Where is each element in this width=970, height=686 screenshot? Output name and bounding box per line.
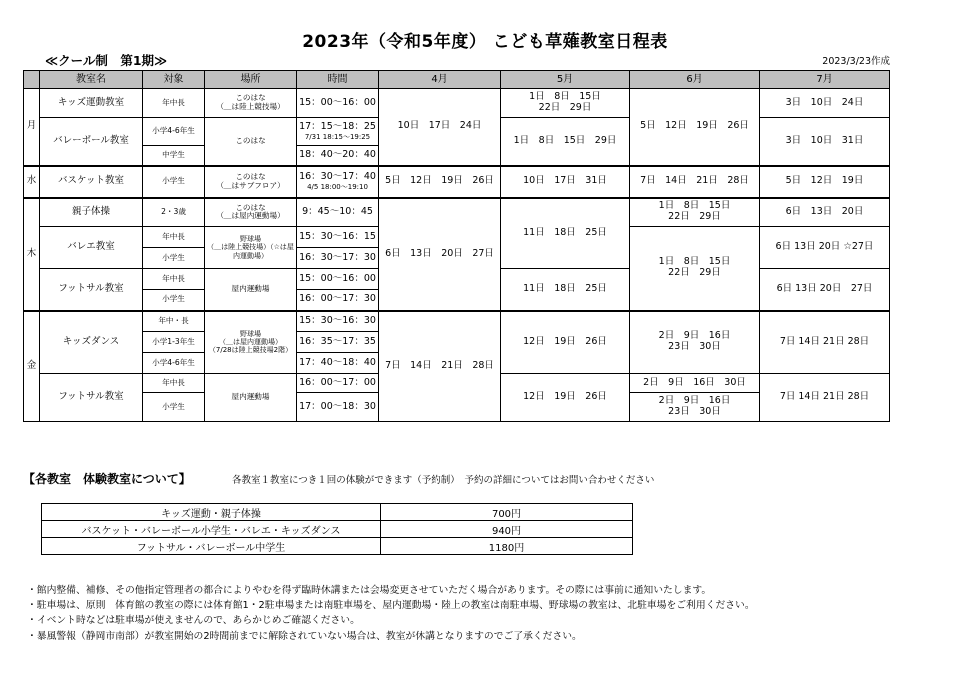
fee-label: フットサル・バレーボール中学生 (42, 538, 381, 555)
header-april: 4月 (379, 71, 501, 89)
class-time (297, 166, 379, 198)
june-dates: 2日 9日 16日 30日 (630, 374, 760, 393)
class-time: 9：45～10：45 (297, 198, 379, 227)
april-dates: 5日 12日 19日 26日 (379, 166, 501, 198)
fee-price: 700円 (381, 504, 633, 521)
note-item: ・イベント時などは駐車場が使えませんので、あらかじめご確認ください。 (27, 615, 360, 627)
class-target: 小学4-6年生 (143, 118, 205, 146)
fee-table (41, 503, 633, 555)
table-row (24, 198, 890, 227)
may-dates: 11日 18日 25日 (501, 198, 630, 269)
class-place: このはな （＿はサブフロア） (205, 166, 297, 198)
fee-label: バスケット・バレーボール小学生・バレエ・キッズダンス (42, 521, 381, 538)
note-item: ・暴風警報（静岡市南部）が教室開始の2時間前までに解除されていない場合は、教室が休講となりますのでご了承ください。 (27, 630, 582, 642)
fee-row (42, 521, 633, 538)
july-dates: 6日 13日 20日 (760, 198, 890, 227)
class-time: 16：35～17：35 (297, 332, 379, 353)
time-note: 4/5 18:00～19:10 (307, 182, 368, 191)
july-dates: 6日 13日 20日 27日 (760, 269, 890, 311)
header-row (24, 71, 890, 89)
class-name: キッズダンス (40, 311, 143, 374)
fee-price: 940円 (381, 521, 633, 538)
header-time: 時間 (297, 71, 379, 89)
june-dates: 7日 14日 21日 28日 (630, 166, 760, 198)
class-place: 野球場 （＿は屋内運動場） （7/28は陸上競技場2階） (205, 311, 297, 374)
class-time: 15：30～16：15 (297, 227, 379, 248)
class-time: 18：40～20：40 (297, 146, 379, 166)
class-time: 16：00～17：30 (297, 290, 379, 311)
class-place: 屋内運動場 (205, 374, 297, 422)
fee-row (42, 504, 633, 521)
day-monday: 月 (24, 89, 40, 166)
time-main: 16：30～17：40 (299, 171, 376, 183)
july-dates: 7日 14日 21日 28日 (760, 374, 890, 422)
june-dates: 1日 8日 15日 22日 29日 (630, 227, 760, 311)
class-target: 年中長 (143, 89, 205, 118)
class-place: 野球場 （＿は陸上競技場）（☆は屋内運動場） (205, 227, 297, 269)
june-dates: 2日 9日 16日 23日 30日 (630, 311, 760, 374)
header-day (24, 71, 40, 89)
class-target: 小学4-6年生 (143, 353, 205, 374)
day-friday: 金 (24, 311, 40, 422)
fee-row (42, 538, 633, 555)
class-time: 17：00～18：30 (297, 393, 379, 422)
class-name: 親子体操 (40, 198, 143, 227)
july-dates: 6日 13日 20日 ☆27日 (760, 227, 890, 269)
class-target: 小学1-3年生 (143, 332, 205, 353)
class-target: 小学生 (143, 393, 205, 422)
class-target: 年中長 (143, 269, 205, 290)
may-dates: 10日 17日 31日 (501, 166, 630, 198)
header-june: 6月 (630, 71, 760, 89)
july-dates: 7日 14日 21日 28日 (760, 311, 890, 374)
class-name: フットサル教室 (40, 269, 143, 311)
class-name: バレエ教室 (40, 227, 143, 269)
july-dates: 5日 12日 19日 (760, 166, 890, 198)
april-dates: 6日 13日 20日 27日 (379, 198, 501, 311)
class-target: 2・3歳 (143, 198, 205, 227)
may-dates: 1日 8日 15日 29日 (501, 118, 630, 166)
table-row (24, 89, 890, 118)
fee-price: 1180円 (381, 538, 633, 555)
header-july: 7月 (760, 71, 890, 89)
class-time: 15：00～16：00 (297, 269, 379, 290)
table-row (24, 166, 890, 198)
header-place: 場所 (205, 71, 297, 89)
day-wednesday: 水 (24, 166, 40, 198)
may-dates: 1日 8日 15日 22日 29日 (501, 89, 630, 118)
day-thursday: 木 (24, 198, 40, 311)
class-place: このはな (205, 118, 297, 166)
class-time: 15：30～16：30 (297, 311, 379, 332)
april-dates: 7日 14日 21日 28日 (379, 311, 501, 422)
class-name: キッズ運動教室 (40, 89, 143, 118)
note-item: ・駐車場は、原則 体育館の教室の際には体育館1・2駐車場または南駐車場を、屋内運動場・陸上の教室は南駐車場、野球場の教室は、北駐車場をご利用ください。 (27, 600, 755, 612)
trial-note: 各教室１教室につき１回の体験ができます（予約制） 予約の詳細についてはお問い合わせください (232, 475, 655, 486)
class-target: 年中・長 (143, 311, 205, 332)
class-name: フットサル教室 (40, 374, 143, 422)
notes-list (27, 583, 755, 644)
may-dates: 11日 18日 25日 (501, 269, 630, 311)
class-target: 中学生 (143, 146, 205, 166)
class-time: 15：00～16：00 (297, 89, 379, 118)
class-time: 17：40～18：40 (297, 353, 379, 374)
trial-heading: 【各教室 体験教室について】 (23, 472, 191, 486)
class-time: 16：30～17：30 (297, 248, 379, 269)
page-title: 2023年（令和5年度） こども草薙教室日程表 (302, 32, 668, 52)
may-dates: 12日 19日 26日 (501, 311, 630, 374)
header-name: 教室名 (40, 71, 143, 89)
class-place: 屋内運動場 (205, 269, 297, 311)
schedule-table (23, 70, 890, 422)
fee-label: キッズ運動・親子体操 (42, 504, 381, 521)
may-dates: 12日 19日 26日 (501, 374, 630, 422)
april-dates: 10日 17日 24日 (379, 89, 501, 166)
period-subtitle: ≪クール制 第1期≫ (45, 53, 168, 68)
class-time (297, 118, 379, 146)
july-dates: 3日 10日 31日 (760, 118, 890, 166)
header-may: 5月 (501, 71, 630, 89)
header-target: 対象 (143, 71, 205, 89)
class-name: バスケット教室 (40, 166, 143, 198)
note-item: ・館内整備、補修、その他指定管理者の都合によりやむを得ず臨時休講または会場変更させていただく場合があります。その際には事前に通知いたします。 (27, 585, 712, 596)
june-dates: 5日 12日 19日 26日 (630, 89, 760, 166)
class-target: 年中長 (143, 227, 205, 248)
class-target: 年中長 (143, 374, 205, 393)
june-dates: 2日 9日 16日 23日 30日 (630, 393, 760, 422)
time-main: 17：15～18：25 (299, 121, 376, 133)
class-target: 小学生 (143, 166, 205, 198)
class-target: 小学生 (143, 248, 205, 269)
class-place: このはな （＿は屋内運動場） (205, 198, 297, 227)
issued-date: 2023/3/23作成 (822, 56, 890, 67)
class-place: このはな （＿は陸上競技場） (205, 89, 297, 118)
time-note: 7/31 18:15～19:25 (304, 132, 371, 141)
july-dates: 3日 10日 24日 (760, 89, 890, 118)
june-dates: 1日 8日 15日 22日 29日 (630, 198, 760, 227)
class-name: バレーボール教室 (40, 118, 143, 166)
class-time: 16：00～17：00 (297, 374, 379, 393)
table-row (24, 311, 890, 332)
class-target: 小学生 (143, 290, 205, 311)
